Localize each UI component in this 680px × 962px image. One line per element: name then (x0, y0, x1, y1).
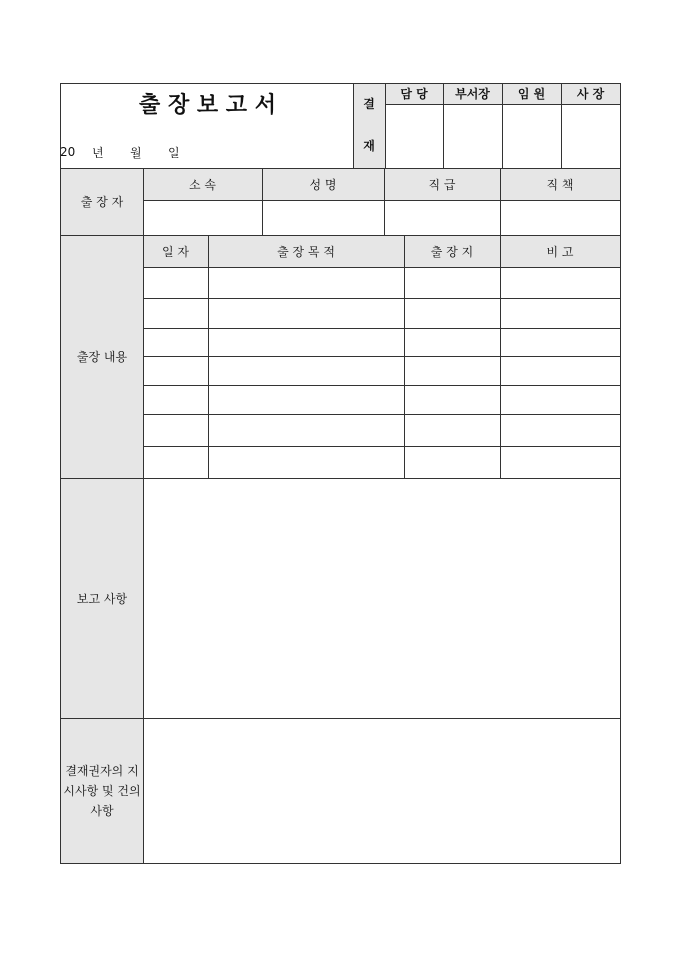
date-prefix: 20 (60, 145, 76, 159)
content-header-purpose: 출 장 목 적 (277, 244, 335, 259)
approval-col-manager: 담 당 (400, 87, 428, 101)
approval-label-bottom: 재 (363, 138, 375, 153)
approval-col-president: 사 장 (576, 87, 605, 101)
traveler-header-position: 직 책 (546, 177, 574, 192)
instructions-label: 결재권자의 지시사항 및 건의사항 (63, 763, 141, 818)
date-month-label: 월 (130, 145, 142, 160)
content-label: 출장 내용 (76, 350, 128, 364)
approval-label-top: 결 (363, 96, 375, 111)
content-header-date: 일 자 (162, 244, 189, 259)
date-day-label: 일 (168, 145, 180, 160)
page-title: 출 장 보 고 서 (139, 91, 276, 118)
approval-col-dept-head: 부서장 (455, 87, 490, 101)
traveler-header-grade: 직 급 (428, 177, 456, 192)
content-header-remarks: 비 고 (546, 244, 574, 259)
traveler-header-name: 성 명 (309, 177, 337, 192)
traveler-header-department: 소 속 (189, 177, 216, 192)
content-header-destination: 출 장 지 (430, 244, 474, 259)
date-year-label: 년 (92, 145, 104, 160)
approval-col-executive: 임 원 (517, 87, 546, 101)
traveler-label: 출 장 자 (80, 195, 124, 209)
report-label: 보고 사항 (76, 591, 128, 606)
